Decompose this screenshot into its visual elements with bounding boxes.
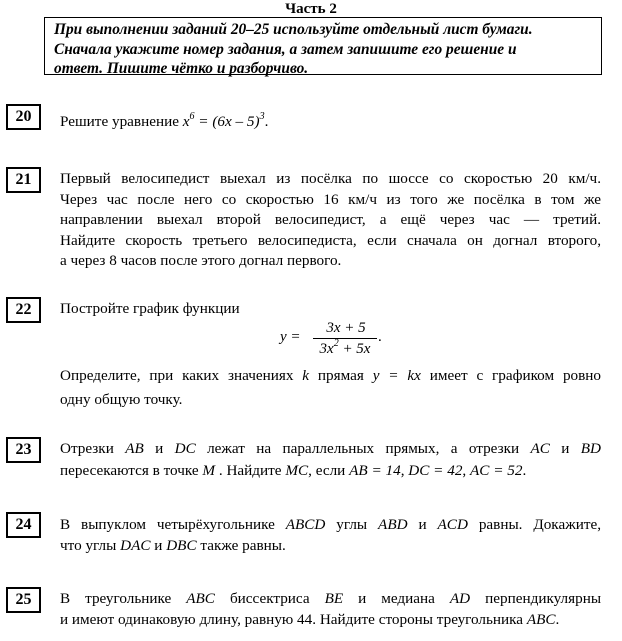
equation: $x^6 = (6x - 5)^3$ xyxy=(182,110,265,130)
task-number-24: 24 xyxy=(6,512,41,538)
task-21-text: Первый велосипедист выехал из посёлка по шоссе со скоростью 20 км/ч. Через час после него со скоростью 16 км/ч из того же посёлка в том же направлении выехал второй велосипедист, а ещё через час — третий. Найдите скорость третьего велосипедиста, если сначала он догнал второго, а через 8 часов после этого догнал первого. xyxy=(60,170,601,269)
task-22-question: Определите, при каких значениях k прямая y = kx имеет с графиком ровно одну общую точку. xyxy=(60,367,602,408)
denominator: $3x^2 + 5x$ xyxy=(319,338,371,357)
function-formula: y = 3x + 5 $3x^2 + 5x$ . xyxy=(280,320,382,357)
task-20-text: Решите уравнение $x^6 = (6x - 5)^3$. xyxy=(60,110,269,130)
instructions-box xyxy=(44,17,602,75)
task-25-text: В треугольнике ABC биссектриса BE и медиана AD перпендикулярны и имеют одинаковую длину, равную 44. Найдите стороны треугольника ABC. xyxy=(60,590,602,628)
task-number-20: 20 xyxy=(6,104,41,130)
numerator: 3x + 5 xyxy=(326,320,366,336)
task-23-text: Отрезки AB и DC лежат на параллельных прямых, а отрезки AC и BD пересекаются в точке M . Найдите MC, если AB = 14, DC = 42, AC = 52. xyxy=(60,440,601,479)
task-24-text: В выпуклом четырёхугольнике ABCD углы ABD и ACD равны. Докажите, что углы DAC и DBC также равны. xyxy=(60,516,601,554)
part-title: Часть 2 xyxy=(285,1,337,17)
task-22-intro: Постройте график функции xyxy=(60,300,240,317)
task-number-25: 25 xyxy=(6,587,41,613)
task-number-23: 23 xyxy=(6,437,41,463)
instruction-line: Сначала укажите номер задания, а затем запишите его решение и xyxy=(54,40,517,58)
instruction-line: При выполнении заданий 20–25 используйте отдельный лист бумаги. xyxy=(54,21,533,38)
task-number-22: 22 xyxy=(6,297,41,323)
fraction-bar xyxy=(313,338,377,339)
instruction-line: ответ. Пишите чётко и разборчиво. xyxy=(54,60,309,77)
task-number-21: 21 xyxy=(6,167,41,193)
